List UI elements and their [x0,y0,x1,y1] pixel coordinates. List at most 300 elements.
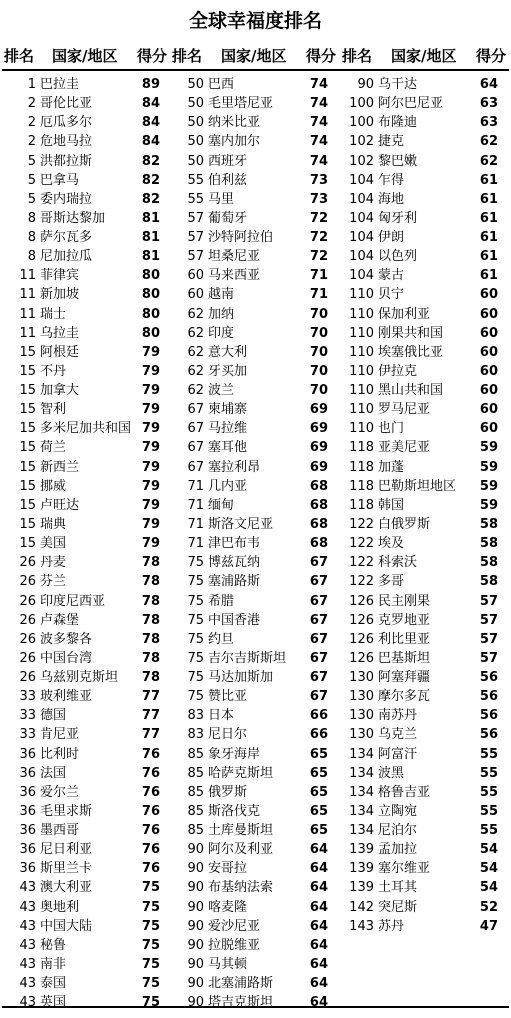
rank-cell: 36 [19,861,36,877]
country-cell: 纳米比亚 [208,115,261,131]
score-cell: 77 [141,727,160,743]
page-title: 全球幸福度排名 [188,10,322,32]
country-cell: 塞内加尔 [208,134,261,150]
country-cell: 博兹瓦纳 [208,555,261,571]
country-cell: 乌拉圭 [40,325,80,341]
country-cell: 挪威 [40,478,67,494]
rank-cell: 11 [19,287,36,303]
rank-cell: 110 [349,344,374,360]
country-cell: 泰国 [40,976,67,992]
rank-cell: 90 [357,77,374,92]
country-cell: 突尼斯 [378,899,418,915]
country-cell: 埃塞俄比亚 [378,344,444,360]
country-cell: 南苏丹 [378,708,418,724]
score-cell: 82 [141,172,160,188]
rank-cell: 118 [349,478,374,494]
score-cell: 71 [309,268,328,284]
score-cell: 61 [479,191,498,207]
score-cell: 56 [479,670,498,686]
country-cell: 马拉维 [208,421,248,437]
rank-cell: 104 [349,172,374,188]
rank-cell: 15 [19,421,36,437]
rank-cell: 43 [19,956,36,972]
rank-cell: 122 [349,555,374,571]
rank-cell: 134 [349,823,374,839]
rank-cell: 90 [187,861,204,877]
score-cell: 59 [479,478,498,494]
rank-cell: 60 [187,268,204,284]
score-cell: 72 [309,230,328,246]
score-cell: 76 [141,784,160,800]
rank-cell: 43 [19,995,36,1011]
score-cell: 61 [479,249,498,265]
country-cell: 马其顿 [208,956,248,972]
country-cell: 波多黎各 [40,631,93,647]
rank-cell: 15 [19,516,36,532]
score-cell: 60 [479,421,498,437]
rank-cell: 104 [349,210,374,226]
rank-cell: 83 [187,727,204,743]
rank-cell: 104 [349,191,374,207]
country-cell: 阿尔及利亚 [208,842,274,858]
rank-cell: 102 [349,153,374,169]
score-cell: 69 [309,440,328,456]
rank-cell: 75 [187,689,204,705]
rank-cell: 126 [349,650,374,666]
country-cell: 赞比亚 [208,689,248,705]
score-cell: 67 [309,593,328,609]
score-cell: 75 [141,918,160,934]
country-cell: 加蓬 [378,459,405,475]
score-cell: 61 [479,172,498,188]
score-cell: 89 [141,77,160,92]
rank-cell: 85 [187,784,204,800]
country-cell: 安哥拉 [208,861,248,877]
score-cell: 84 [141,134,160,150]
score-cell: 58 [479,555,498,571]
rank-cell: 15 [19,344,36,360]
rank-cell: 26 [19,650,36,666]
rank-cell: 36 [19,803,36,819]
country-cell: 法国 [40,765,67,781]
rank-cell: 8 [27,230,36,246]
score-cell: 74 [309,96,328,112]
rank-cell: 126 [349,593,374,609]
score-cell: 55 [479,784,498,800]
rank-cell: 90 [187,918,204,934]
score-cell: 63 [479,115,498,131]
country-cell: 菲律宾 [40,268,80,284]
score-cell: 75 [141,937,160,953]
rank-cell: 110 [349,383,374,399]
score-cell: 61 [479,230,498,246]
score-cell: 79 [141,478,160,494]
country-cell: 伯利兹 [208,172,248,188]
score-cell: 68 [309,536,328,552]
score-cell: 74 [309,134,328,150]
country-cell: 波黑 [378,765,405,781]
country-cell: 日本 [208,708,235,724]
country-cell: 德国 [40,708,67,724]
score-cell: 82 [141,153,160,169]
score-cell: 79 [141,421,160,437]
country-cell: 英国 [40,995,67,1011]
rank-cell: 110 [349,287,374,303]
score-cell: 60 [479,344,498,360]
country-cell: 乍得 [378,172,405,188]
country-cell: 巴基斯坦 [378,650,431,666]
rank-cell: 90 [187,842,204,858]
score-cell: 54 [479,861,498,877]
score-cell: 75 [141,976,160,992]
country-cell: 布隆迪 [378,115,418,131]
score-cell: 79 [141,536,160,552]
score-cell: 64 [479,77,498,92]
rank-cell: 33 [19,727,36,743]
score-cell: 65 [309,803,328,819]
country-cell: 爱沙尼亚 [208,918,261,934]
country-cell: 新西兰 [40,459,80,475]
score-cell: 69 [309,402,328,418]
rank-cell: 139 [349,842,374,858]
country-cell: 印度尼西亚 [40,593,106,609]
country-cell: 危地马拉 [40,134,93,150]
rank-cell: 50 [187,115,204,131]
rank-cell: 50 [187,77,204,92]
country-cell: 乌克兰 [378,727,418,743]
rank-cell: 2 [27,134,36,150]
country-cell: 捷克 [378,134,405,150]
country-cell: 立陶宛 [378,803,418,819]
score-cell: 80 [141,306,160,322]
rank-cell: 67 [187,421,204,437]
rank-cell: 110 [349,363,374,379]
rank-cell: 57 [187,249,204,265]
rank-cell: 55 [187,172,204,188]
rank-cell: 143 [349,918,374,934]
rank-cell: 139 [349,861,374,877]
score-cell: 76 [141,746,160,762]
rank-cell: 110 [349,325,374,341]
country-cell: 拉脱维亚 [208,937,261,953]
country-cell: 孟加拉 [378,842,418,858]
country-cell: 斯洛文尼亚 [208,516,274,532]
score-cell: 56 [479,727,498,743]
score-cell: 79 [141,383,160,399]
score-cell: 74 [309,77,328,92]
country-cell: 也门 [378,421,405,437]
country-cell: 洪都拉斯 [40,153,93,169]
country-cell: 白俄罗斯 [378,516,431,532]
country-cell: 塞耳他 [208,440,248,456]
score-cell: 64 [309,976,328,992]
score-cell: 64 [309,899,328,915]
rank-cell: 36 [19,842,36,858]
score-cell: 70 [309,344,328,360]
country-cell: 瑞士 [40,306,67,322]
rank-cell: 85 [187,746,204,762]
score-cell: 61 [479,210,498,226]
rank-cell: 11 [19,325,36,341]
rank-cell: 62 [187,306,204,322]
rank-cell: 118 [349,440,374,456]
score-cell: 67 [309,631,328,647]
country-cell: 委内瑞拉 [40,191,93,207]
country-cell: 乌干达 [378,77,418,92]
rank-cell: 130 [349,708,374,724]
rank-cell: 5 [27,153,36,169]
score-cell: 80 [141,325,160,341]
rank-cell: 26 [19,574,36,590]
rank-cell: 33 [19,708,36,724]
rank-cell: 142 [349,899,374,915]
score-cell: 80 [141,268,160,284]
rank-cell: 36 [19,784,36,800]
score-cell: 78 [141,631,160,647]
score-cell: 67 [309,555,328,571]
rank-cell: 36 [19,746,36,762]
score-cell: 58 [479,516,498,532]
rank-cell: 26 [19,670,36,686]
country-cell: 荷兰 [40,440,67,456]
score-cell: 79 [141,363,160,379]
header-divider [2,69,509,71]
score-cell: 75 [141,956,160,972]
score-cell: 64 [309,842,328,858]
country-cell: 希腊 [208,593,235,609]
rank-cell: 75 [187,631,204,647]
rank-cell: 60 [187,287,204,303]
score-cell: 57 [479,631,498,647]
country-cell: 不丹 [40,363,67,379]
rank-cell: 90 [187,956,204,972]
country-cell: 尼泊尔 [378,823,418,839]
rank-cell: 67 [187,459,204,475]
country-cell: 科索沃 [378,555,418,571]
score-cell: 64 [309,880,328,896]
score-cell: 55 [479,823,498,839]
country-cell: 缅甸 [208,497,235,513]
rank-cell: 130 [349,670,374,686]
rank-cell: 67 [187,440,204,456]
rank-cell: 85 [187,823,204,839]
country-cell: 毛里求斯 [40,803,93,819]
score-cell: 75 [141,995,160,1011]
rank-cell: 57 [187,230,204,246]
score-cell: 82 [141,191,160,207]
rank-cell: 100 [349,96,374,112]
header-rank-2: 排名 [172,47,203,65]
rank-cell: 62 [187,383,204,399]
country-cell: 印度 [208,325,235,341]
country-cell: 贝宁 [378,287,405,303]
header-country-1: 国家/地区 [52,47,118,65]
country-cell: 中国台湾 [40,650,93,666]
country-cell: 肯尼亚 [40,727,80,743]
country-cell: 黎巴嫩 [378,153,418,169]
rank-cell: 100 [349,115,374,131]
country-cell: 保加利亚 [378,306,431,322]
country-cell: 匈牙利 [378,210,418,226]
score-cell: 57 [479,612,498,628]
country-cell: 多哥 [378,574,405,590]
country-cell: 哥伦比亚 [40,96,93,112]
country-cell: 约旦 [208,631,235,647]
score-cell: 84 [141,115,160,131]
score-cell: 68 [309,497,328,513]
country-cell: 阿富汗 [378,746,418,762]
rank-cell: 71 [187,516,204,532]
rank-cell: 15 [19,497,36,513]
rank-cell: 55 [187,191,204,207]
score-cell: 72 [309,210,328,226]
rank-cell: 5 [27,172,36,188]
country-cell: 津巴布韦 [208,536,261,552]
country-cell: 哈萨克斯坦 [208,765,274,781]
rank-cell: 75 [187,670,204,686]
score-cell: 78 [141,612,160,628]
rank-cell: 71 [187,497,204,513]
country-cell: 尼日利亚 [40,842,93,858]
country-cell: 黑山共和国 [378,383,444,399]
rank-cell: 43 [19,899,36,915]
score-cell: 56 [479,708,498,724]
rank-cell: 90 [187,937,204,953]
rank-cell: 15 [19,363,36,379]
country-cell: 奥地利 [40,899,80,915]
score-cell: 57 [479,593,498,609]
score-cell: 62 [479,153,498,169]
country-cell: 比利时 [40,746,80,762]
rank-cell: 43 [19,880,36,896]
score-cell: 77 [141,689,160,705]
country-cell: 格鲁吉亚 [378,784,431,800]
score-cell: 60 [479,287,498,303]
score-cell: 79 [141,516,160,532]
country-cell: 海地 [378,191,405,207]
score-cell: 59 [479,497,498,513]
rank-cell: 1 [27,77,36,92]
score-cell: 57 [479,650,498,666]
country-cell: 玻利维亚 [40,689,93,705]
score-cell: 67 [309,689,328,705]
country-cell: 西班牙 [208,153,248,169]
rank-cell: 126 [349,612,374,628]
country-cell: 多米尼加共和国 [40,421,132,437]
score-cell: 74 [309,153,328,169]
score-cell: 79 [141,440,160,456]
score-cell: 56 [479,689,498,705]
country-cell: 塞浦路斯 [208,574,261,590]
header-score-1: 得分 [137,47,168,65]
rank-cell: 139 [349,880,374,896]
country-cell: 哥斯达黎加 [40,210,106,226]
country-cell: 牙买加 [208,363,248,379]
country-cell: 亚美尼亚 [378,440,431,456]
score-cell: 76 [141,823,160,839]
country-cell: 卢旺达 [40,497,80,513]
country-cell: 沙特阿拉伯 [208,230,274,246]
score-cell: 81 [141,249,160,265]
country-cell: 苏丹 [378,918,405,934]
rank-cell: 2 [27,115,36,131]
rank-cell: 104 [349,268,374,284]
rank-cell: 11 [19,268,36,284]
score-cell: 58 [479,536,498,552]
country-cell: 马里 [208,191,235,207]
score-cell: 78 [141,555,160,571]
rank-cell: 11 [19,306,36,322]
country-cell: 利比里亚 [378,631,431,647]
rank-cell: 43 [19,918,36,934]
score-cell: 75 [141,899,160,915]
score-cell: 81 [141,230,160,246]
country-cell: 澳大利亚 [40,880,93,896]
rank-cell: 26 [19,593,36,609]
rank-cell: 62 [187,325,204,341]
country-cell: 越南 [208,287,235,303]
rank-cell: 15 [19,383,36,399]
rank-cell: 104 [349,230,374,246]
rank-cell: 26 [19,612,36,628]
score-cell: 78 [141,593,160,609]
rank-cell: 102 [349,134,374,150]
score-cell: 78 [141,650,160,666]
score-cell: 72 [309,249,328,265]
country-cell: 巴西 [208,77,235,92]
country-cell: 斯洛伐克 [208,803,261,819]
country-cell: 卢森堡 [40,612,80,628]
rank-cell: 8 [27,210,36,226]
country-cell: 阿根廷 [40,344,80,360]
rank-cell: 130 [349,689,374,705]
rank-cell: 26 [19,631,36,647]
country-cell: 新加坡 [40,287,80,303]
score-cell: 73 [309,172,328,188]
country-cell: 伊朗 [378,230,405,246]
score-cell: 79 [141,402,160,418]
rank-cell: 122 [349,536,374,552]
country-cell: 萨尔瓦多 [40,230,93,246]
header-score-2: 得分 [306,47,337,65]
score-cell: 67 [309,612,328,628]
country-cell: 加拿大 [40,383,80,399]
score-cell: 64 [309,956,328,972]
rank-cell: 15 [19,536,36,552]
country-cell: 克罗地亚 [378,612,431,628]
country-cell: 马来西亚 [208,268,261,284]
rank-cell: 50 [187,96,204,112]
country-cell: 马达加斯加 [208,670,274,686]
score-cell: 76 [141,842,160,858]
country-cell: 中国大陆 [40,918,93,934]
country-cell: 巴拉圭 [40,77,80,92]
country-cell: 民主刚果 [378,593,431,609]
rank-cell: 57 [187,210,204,226]
score-cell: 66 [309,727,328,743]
score-cell: 59 [479,440,498,456]
rank-cell: 110 [349,402,374,418]
score-cell: 55 [479,765,498,781]
country-cell: 巴勒斯坦地区 [378,478,457,494]
rank-cell: 85 [187,803,204,819]
header-country-3: 国家/地区 [391,47,457,65]
rank-cell: 90 [187,880,204,896]
score-cell: 60 [479,383,498,399]
score-cell: 70 [309,325,328,341]
score-cell: 80 [141,287,160,303]
country-cell: 墨西哥 [40,823,80,839]
